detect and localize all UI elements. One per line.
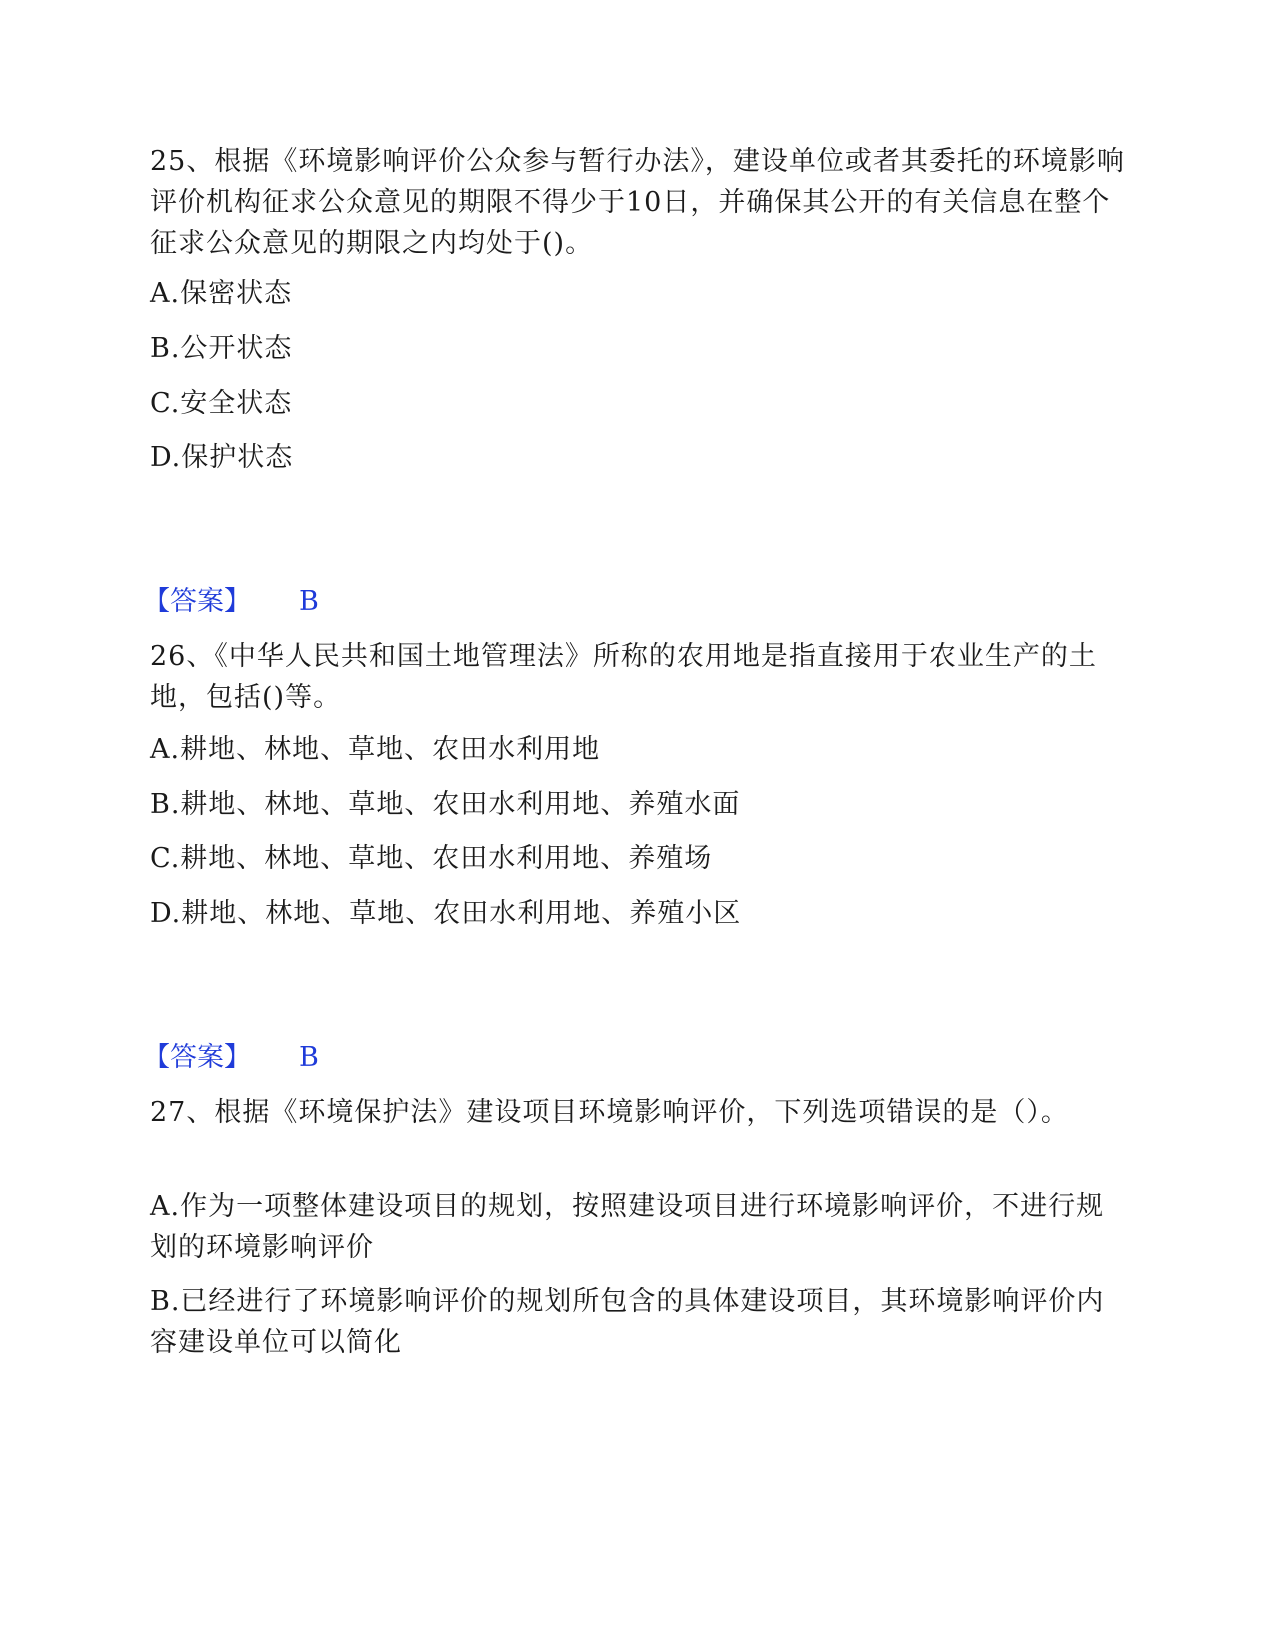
q25-option-b: B.公开状态 — [150, 333, 293, 364]
q25-stem: 25、根据《环境影响评价公众参与暂行办法》，建设单位或者其委托的环境影响评价机构征求公众意见的期限不得少于10日，并确保其公开的有关信息在整个征求公众意见的期限之内均处于()。 — [150, 146, 1125, 259]
q26-option-c: C.耕地、林地、草地、农田水利用地、养殖场 — [150, 843, 713, 874]
q27-option-a: A.作为一项整体建设项目的规划，按照建设项目进行环境影响评价，不进行规划的环境影响评价 — [150, 1191, 1105, 1263]
q25-option-c: C.安全状态 — [150, 388, 293, 419]
q27-option-b: B.已经进行了环境影响评价的规划所包含的具体建设项目，其环境影响评价内容建设单位可以简化 — [150, 1286, 1105, 1358]
q25-option-d: D.保护状态 — [150, 442, 294, 473]
q26-option-a: A.耕地、林地、草地、农田水利用地 — [150, 734, 601, 765]
answer-value: B — [299, 1042, 319, 1073]
q26-option-d: D.耕地、林地、草地、农田水利用地、养殖小区 — [150, 898, 742, 929]
q25-answer — [143, 581, 319, 622]
answer-label: 【答案】 — [143, 586, 251, 617]
answer-value: B — [299, 586, 319, 617]
q26-answer — [143, 1037, 319, 1078]
q26-option-b: B.耕地、林地、草地、农田水利用地、养殖水面 — [150, 789, 741, 820]
q26-stem: 26、《中华人民共和国土地管理法》所称的农用地是指直接用于农业生产的土地，包括()等。 — [150, 641, 1097, 713]
q27-stem: 27、根据《环境保护法》建设项目环境影响评价，下列选项错误的是（）。 — [150, 1097, 1069, 1128]
answer-label: 【答案】 — [143, 1042, 251, 1073]
q25-option-a: A.保密状态 — [150, 278, 293, 309]
